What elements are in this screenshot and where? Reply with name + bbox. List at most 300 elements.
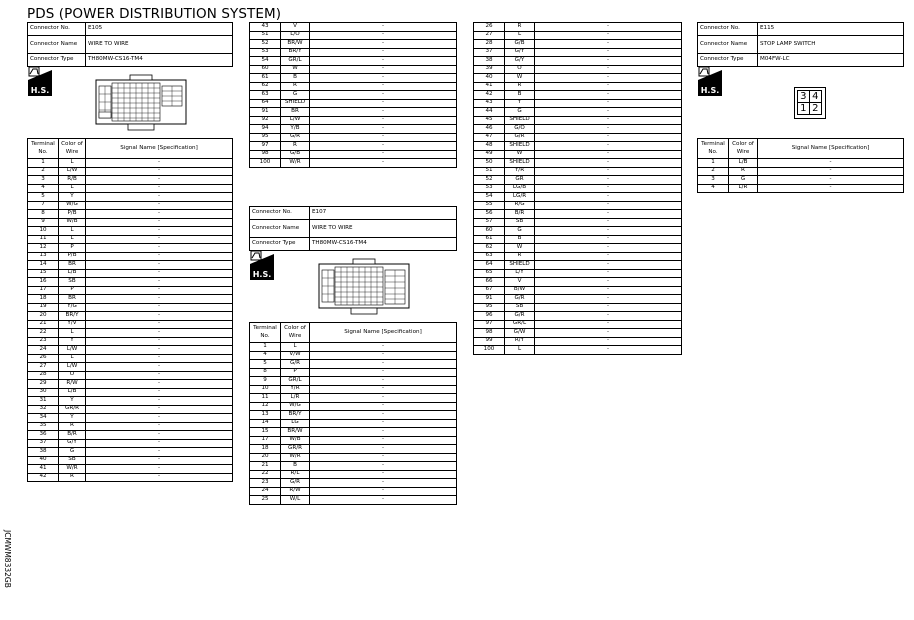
table-row	[250, 159, 457, 168]
terminal-no-cell: 48	[474, 142, 505, 151]
wire-color-cell: G	[505, 108, 535, 117]
terminal-no-cell: 22	[28, 329, 59, 338]
signal-name-cell: -	[86, 286, 233, 295]
signal-name-cell: -	[86, 397, 233, 406]
table-row	[474, 210, 682, 219]
terminal-no-cell: 37	[28, 439, 59, 448]
signal-name-cell: -	[310, 150, 457, 159]
terminal-no-cell: 5	[250, 360, 281, 369]
terminal-no-cell: 51	[474, 167, 505, 176]
terminal-no-cell: 20	[250, 453, 281, 462]
table-row	[474, 159, 682, 168]
wire-color-cell: LG/B	[505, 184, 535, 193]
wire-color-cell: G/R	[505, 312, 535, 321]
pin-label: 1	[798, 103, 810, 114]
signal-name-cell: -	[310, 360, 457, 369]
signal-name-cell: -	[310, 445, 457, 454]
wire-color-cell: L	[59, 329, 86, 338]
table-row	[698, 176, 904, 185]
signal-name-cell: -	[535, 65, 682, 74]
wire-color-cell: SB	[505, 303, 535, 312]
terminal-no-cell: 42	[28, 473, 59, 482]
terminal-no-cell: 28	[28, 371, 59, 380]
table-row	[698, 184, 904, 193]
label-connector-name: Connector Name	[28, 36, 86, 54]
terminal-no-cell: 51	[250, 31, 281, 40]
signal-name-cell: -	[86, 431, 233, 440]
signal-name-cell: -	[535, 82, 682, 91]
signal-name-cell: -	[310, 48, 457, 57]
wire-color-cell: W/G	[59, 201, 86, 210]
table-row	[250, 394, 457, 403]
page-title: PDS (POWER DISTRIBUTION SYSTEM)	[27, 6, 282, 22]
wire-color-cell: P	[59, 244, 86, 253]
table-row	[250, 142, 457, 151]
signal-name-cell: -	[758, 167, 904, 176]
signal-name-cell: -	[310, 142, 457, 151]
wire-color-cell: GR/L	[505, 320, 535, 329]
signal-name-cell: -	[86, 201, 233, 210]
terminal-no-cell: 9	[28, 218, 59, 227]
table-row	[28, 346, 233, 355]
wire-color-cell: W	[505, 74, 535, 83]
signal-name-cell: -	[310, 108, 457, 117]
table-row	[28, 405, 233, 414]
wire-color-cell: G/R	[281, 133, 310, 142]
terminal-no-cell: 21	[28, 320, 59, 329]
signal-name-cell: -	[310, 411, 457, 420]
terminal-no-cell: 26	[474, 23, 505, 32]
wire-color-cell: L/O	[281, 31, 310, 40]
signal-name-cell: -	[310, 31, 457, 40]
terminal-no-cell: 9	[250, 377, 281, 386]
terminal-no-cell: 12	[28, 244, 59, 253]
terminal-no-cell: 54	[250, 57, 281, 66]
signal-name-cell: -	[535, 252, 682, 261]
signal-name-cell: -	[86, 337, 233, 346]
wire-color-cell: B/W	[505, 286, 535, 295]
terminal-no-cell: 45	[474, 116, 505, 125]
signal-name-cell: -	[310, 453, 457, 462]
signal-name-cell: -	[535, 23, 682, 32]
signal-name-cell: -	[310, 116, 457, 125]
terminal-no-cell: 40	[474, 74, 505, 83]
table-row	[250, 496, 457, 505]
terminal-no-cell: 62	[474, 244, 505, 253]
table-row	[28, 465, 233, 474]
wire-color-cell: SHIELD	[505, 142, 535, 151]
terminal-no-cell: 4	[698, 184, 729, 193]
wire-color-cell: LG/R	[505, 193, 535, 202]
terminal-no-cell: 23	[28, 337, 59, 346]
terminal-no-cell: 50	[474, 159, 505, 168]
wire-color-cell: B	[281, 74, 310, 83]
signal-name-cell: -	[310, 462, 457, 471]
signal-name-cell: -	[86, 184, 233, 193]
signal-name-cell: -	[310, 125, 457, 134]
terminal-no-cell: 53	[474, 184, 505, 193]
signal-name-cell: -	[535, 303, 682, 312]
table-row	[28, 371, 233, 380]
terminal-no-cell: 26	[28, 354, 59, 363]
terminal-no-cell: 39	[474, 65, 505, 74]
terminal-no-cell: 38	[28, 448, 59, 457]
table-row	[28, 388, 233, 397]
wire-color-cell: P/B	[59, 210, 86, 219]
connector-type-value: TH80MW-CS16-TM4	[310, 238, 457, 251]
wire-color-cell: W/B	[281, 436, 310, 445]
terminal-no-cell: 61	[474, 235, 505, 244]
table-row	[474, 312, 682, 321]
table-row	[28, 210, 233, 219]
wire-color-cell: G/R	[281, 479, 310, 488]
hs-badge-icon	[698, 66, 722, 100]
table-row	[474, 133, 682, 142]
table-row	[28, 159, 233, 168]
terminal-no-cell: 3	[698, 176, 729, 185]
connector-name-value: WIRE TO WIRE	[310, 220, 457, 238]
signal-name-cell: -	[535, 193, 682, 202]
table-row	[250, 23, 457, 32]
signal-name-cell: -	[310, 133, 457, 142]
signal-name-cell: -	[535, 142, 682, 151]
table-row	[474, 40, 682, 49]
wire-color-cell: P	[59, 286, 86, 295]
wire-color-cell: R	[505, 82, 535, 91]
wire-color-cell: Y	[59, 337, 86, 346]
terminal-no-cell: 66	[474, 278, 505, 287]
table-row	[28, 218, 233, 227]
wire-color-cell: L	[59, 354, 86, 363]
wire-color-cell: B	[281, 462, 310, 471]
table-row	[250, 487, 457, 496]
wire-color-cell: P	[281, 368, 310, 377]
terminal-no-cell: 67	[474, 286, 505, 295]
signal-name-cell: -	[310, 436, 457, 445]
table-row	[28, 414, 233, 423]
table-row	[28, 456, 233, 465]
terminal-no-cell: 95	[250, 133, 281, 142]
terminal-no-cell: 60	[250, 65, 281, 74]
signal-name-cell: -	[535, 329, 682, 338]
terminal-no-cell: 61	[250, 74, 281, 83]
wire-color-cell: L/R	[281, 394, 310, 403]
terminal-no-cell: 2	[28, 167, 59, 176]
terminal-no-cell: 44	[474, 108, 505, 117]
terminal-no-cell: 63	[474, 252, 505, 261]
table-row	[474, 184, 682, 193]
hs-badge-icon	[250, 250, 274, 284]
terminal-table-e107-continued	[473, 22, 682, 355]
wire-color-cell: G/R	[281, 360, 310, 369]
wire-color-cell: B	[505, 91, 535, 100]
label-connector-name: Connector Name	[698, 36, 758, 54]
wire-color-cell: W/R	[59, 465, 86, 474]
signal-name-cell: -	[86, 252, 233, 261]
wire-color-cell: R	[505, 252, 535, 261]
table-row	[250, 419, 457, 428]
table-row	[474, 57, 682, 66]
terminal-no-cell: 55	[474, 201, 505, 210]
terminal-no-cell: 14	[28, 261, 59, 270]
table-row	[250, 91, 457, 100]
signal-name-cell: -	[86, 363, 233, 372]
terminal-no-cell: 14	[250, 419, 281, 428]
signal-name-cell: -	[535, 227, 682, 236]
terminal-no-cell: 31	[28, 397, 59, 406]
wire-color-cell: R	[59, 422, 86, 431]
table-row	[250, 74, 457, 83]
signal-name-cell: -	[86, 354, 233, 363]
wire-color-cell: W	[505, 150, 535, 159]
signal-name-cell: -	[310, 99, 457, 108]
wire-color-cell: L	[505, 31, 535, 40]
terminal-no-cell: 4	[250, 351, 281, 360]
wire-color-cell: L/B	[59, 269, 86, 278]
wire-color-cell: BR/Y	[281, 411, 310, 420]
terminal-no-cell: 15	[28, 269, 59, 278]
table-row	[474, 74, 682, 83]
terminal-no-cell: 37	[474, 48, 505, 57]
table-row	[474, 329, 682, 338]
table-row	[28, 337, 233, 346]
signal-name-cell: -	[86, 278, 233, 287]
signal-name-cell: -	[86, 261, 233, 270]
hs-label: H.S.	[30, 86, 50, 95]
header-signal-name: Signal Name [Specification]	[86, 139, 233, 159]
table-row	[250, 125, 457, 134]
signal-name-cell: -	[535, 176, 682, 185]
table-row	[474, 261, 682, 270]
table-row	[474, 227, 682, 236]
header-signal-name: Signal Name [Specification]	[758, 139, 904, 159]
wire-color-cell: P/B	[59, 252, 86, 261]
signal-name-cell: -	[310, 23, 457, 32]
table-row	[474, 48, 682, 57]
table-row	[250, 368, 457, 377]
table-row	[28, 286, 233, 295]
terminal-no-cell: 10	[28, 227, 59, 236]
table-row	[28, 269, 233, 278]
table-row	[474, 346, 682, 355]
wire-color-cell: W/G	[281, 402, 310, 411]
table-row	[474, 125, 682, 134]
label-connector-name: Connector Name	[250, 220, 310, 238]
wire-color-cell: GR	[505, 176, 535, 185]
terminal-no-cell: 32	[28, 405, 59, 414]
table-row	[250, 411, 457, 420]
table-row	[28, 363, 233, 372]
table-row	[474, 278, 682, 287]
wire-color-cell: SHIELD	[281, 99, 310, 108]
wire-color-cell: L/R	[729, 184, 758, 193]
wire-color-cell: GR/L	[281, 377, 310, 386]
wire-color-cell: L/W	[59, 346, 86, 355]
table-row	[28, 295, 233, 304]
terminal-no-cell: 53	[250, 48, 281, 57]
wire-color-cell: L/W	[59, 363, 86, 372]
header-color-of-wire: Color of Wire	[59, 139, 86, 159]
signal-name-cell: -	[535, 337, 682, 346]
wire-color-cell: L/B	[729, 159, 758, 168]
wire-color-cell: BR/Y	[59, 312, 86, 321]
signal-name-cell: -	[86, 167, 233, 176]
table-row	[474, 337, 682, 346]
table-row	[474, 99, 682, 108]
wire-color-cell: Y	[59, 193, 86, 202]
wire-color-cell: GR/L	[281, 57, 310, 66]
signal-name-cell: -	[310, 82, 457, 91]
wire-color-cell: BR	[59, 261, 86, 270]
wire-color-cell: BR/W	[281, 40, 310, 49]
wire-color-cell: Y	[59, 414, 86, 423]
signal-name-cell: -	[535, 108, 682, 117]
signal-name-cell: -	[535, 312, 682, 321]
wire-color-cell: R/B	[59, 176, 86, 185]
label-connector-no: Connector No.	[250, 207, 310, 220]
table-row	[28, 320, 233, 329]
connector-info-e115	[697, 22, 904, 67]
connector-face-e115-icon	[794, 87, 826, 119]
signal-name-cell: -	[86, 371, 233, 380]
table-row	[474, 320, 682, 329]
header-terminal-no: Terminal No.	[250, 323, 281, 343]
hs-badge-icon	[28, 66, 52, 100]
wire-color-cell: BR	[59, 295, 86, 304]
wire-color-cell: BR	[281, 108, 310, 117]
signal-name-cell: -	[86, 303, 233, 312]
signal-name-cell: -	[535, 91, 682, 100]
table-row	[250, 40, 457, 49]
connector-no-value: E107	[310, 207, 457, 220]
terminal-no-cell: 52	[474, 176, 505, 185]
table-row	[250, 402, 457, 411]
signal-name-cell: -	[86, 380, 233, 389]
connector-no-value: E115	[758, 23, 904, 36]
wire-color-cell: W/B	[59, 218, 86, 227]
signal-name-cell: -	[535, 261, 682, 270]
table-row	[28, 201, 233, 210]
table-row	[250, 436, 457, 445]
signal-name-cell: -	[535, 48, 682, 57]
wire-color-cell: G/R	[505, 295, 535, 304]
table-row	[28, 431, 233, 440]
signal-name-cell: -	[535, 159, 682, 168]
signal-name-cell: -	[310, 368, 457, 377]
terminal-no-cell: 96	[474, 312, 505, 321]
terminal-no-cell: 4	[28, 184, 59, 193]
table-row	[474, 193, 682, 202]
terminal-no-cell: 38	[474, 57, 505, 66]
terminal-no-cell: 22	[250, 470, 281, 479]
wire-color-cell: LG	[281, 419, 310, 428]
wire-color-cell: W	[281, 65, 310, 74]
table-row	[250, 57, 457, 66]
signal-name-cell: -	[86, 388, 233, 397]
signal-name-cell: -	[535, 31, 682, 40]
signal-name-cell: -	[86, 439, 233, 448]
wire-color-cell: Y/G	[59, 303, 86, 312]
terminal-no-cell: 10	[250, 385, 281, 394]
wire-color-cell: O	[505, 65, 535, 74]
terminal-no-cell: 100	[250, 159, 281, 168]
signal-name-cell: -	[535, 210, 682, 219]
terminal-no-cell: 16	[28, 278, 59, 287]
signal-name-cell: -	[535, 133, 682, 142]
signal-name-cell: -	[86, 227, 233, 236]
wire-color-cell: Y/R	[505, 167, 535, 176]
terminal-no-cell: 1	[250, 343, 281, 352]
terminal-no-cell: 23	[250, 479, 281, 488]
signal-name-cell: -	[310, 428, 457, 437]
table-row	[250, 108, 457, 117]
terminal-no-cell: 18	[250, 445, 281, 454]
signal-name-cell: -	[535, 184, 682, 193]
table-row	[250, 360, 457, 369]
terminal-no-cell: 15	[250, 428, 281, 437]
signal-name-cell: -	[310, 159, 457, 168]
wire-color-cell: SB	[59, 456, 86, 465]
connector-face-e107-icon	[317, 258, 411, 316]
wire-color-cell: G/B	[505, 40, 535, 49]
table-row	[250, 377, 457, 386]
table-row	[474, 82, 682, 91]
wire-color-cell: G/Y	[59, 439, 86, 448]
hs-label: H.S.	[252, 270, 272, 279]
signal-name-cell: -	[535, 346, 682, 355]
signal-name-cell: -	[535, 278, 682, 287]
wire-color-cell: Y/V	[59, 320, 86, 329]
label-connector-type: Connector Type	[250, 238, 310, 251]
table-row	[28, 329, 233, 338]
terminal-no-cell: 36	[28, 431, 59, 440]
signal-name-cell: -	[86, 159, 233, 168]
header-terminal-no: Terminal No.	[28, 139, 59, 159]
signal-name-cell: -	[535, 99, 682, 108]
signal-name-cell: -	[86, 405, 233, 414]
table-row	[28, 278, 233, 287]
wire-color-cell: L	[281, 343, 310, 352]
terminal-no-cell: 17	[250, 436, 281, 445]
signal-name-cell: -	[310, 487, 457, 496]
table-row	[28, 235, 233, 244]
table-row	[474, 108, 682, 117]
wire-color-cell: L	[59, 184, 86, 193]
signal-name-cell: -	[310, 479, 457, 488]
wire-color-cell: L	[59, 227, 86, 236]
signal-name-cell: -	[535, 40, 682, 49]
terminal-no-cell: 34	[28, 414, 59, 423]
terminal-no-cell: 47	[474, 133, 505, 142]
terminal-no-cell: 2	[698, 167, 729, 176]
table-row	[250, 116, 457, 125]
table-row	[474, 303, 682, 312]
terminal-no-cell: 94	[250, 125, 281, 134]
signal-name-cell: -	[758, 184, 904, 193]
signal-name-cell: -	[310, 57, 457, 66]
wire-color-cell: V	[505, 278, 535, 287]
terminal-table-e105-continued	[249, 22, 457, 168]
table-row	[474, 235, 682, 244]
wire-color-cell: GR/R	[281, 445, 310, 454]
wire-color-cell: B/R	[59, 431, 86, 440]
table-row	[28, 176, 233, 185]
wire-color-cell: G	[281, 91, 310, 100]
wire-color-cell: G/O	[505, 125, 535, 134]
table-row	[28, 303, 233, 312]
signal-name-cell: -	[86, 465, 233, 474]
table-row	[250, 48, 457, 57]
